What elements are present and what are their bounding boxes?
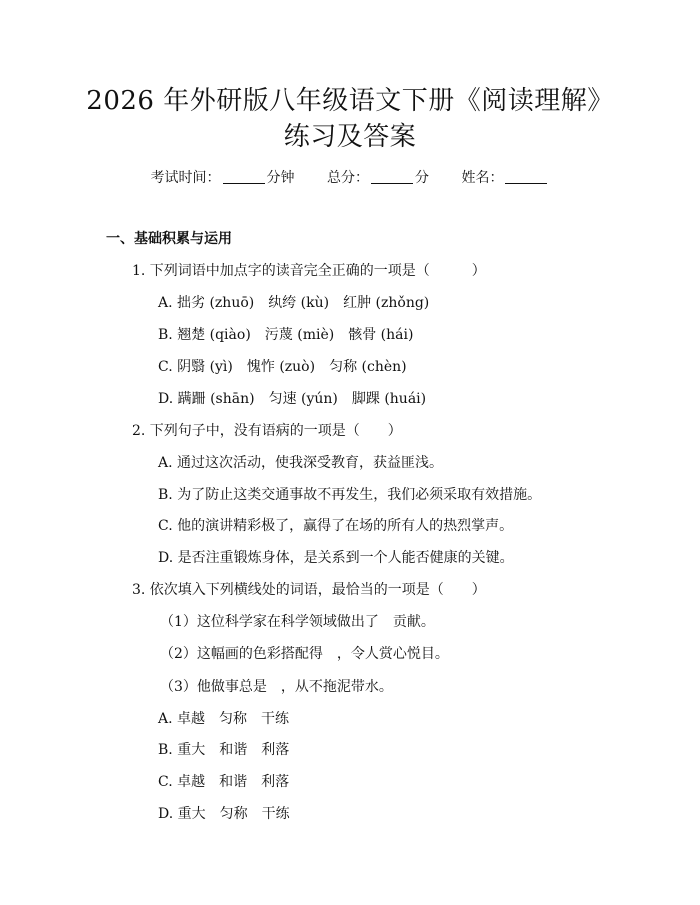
- question-sub-item: （2）这幅画的色彩搭配得 ，令人赏心悦目。: [160, 646, 449, 662]
- question-stem: 1. 下列词语中加点字的读音完全正确的一项是（ ）: [132, 263, 486, 279]
- exam-name-blank: [505, 171, 547, 184]
- question-option: A. 拙劣 (zhuō) 纨绔 (kù) 红肿 (zhǒng): [158, 295, 430, 311]
- exam-time-unit: 分钟: [266, 170, 295, 186]
- exam-time-label: 考试时间：: [150, 170, 221, 186]
- section-title: 一、基础积累与运用: [106, 231, 232, 247]
- question-option: B. 翘楚 (qiào) 污蔑 (miè) 骸骨 (hái): [158, 327, 414, 343]
- question-option: C. 他的演讲精彩极了，赢得了在场的所有人的热烈掌声。: [158, 518, 514, 534]
- exam-info: [0, 168, 700, 188]
- page-title-line2: 练习及答案: [283, 122, 417, 152]
- question-option: D. 蹒跚 (shān) 匀速 (yún) 脚踝 (huái): [158, 391, 427, 407]
- question-stem: 3. 依次填入下列横线处的词语，最恰当的一项是（ ）: [132, 582, 486, 598]
- question-option: B. 重大 和谐 利落: [158, 742, 290, 758]
- exam-score-label: 总分：: [327, 170, 369, 186]
- exam-score: [327, 170, 433, 186]
- exam-time-blank: [223, 171, 265, 184]
- question-sub-item: （3）他做事总是 ，从不拖泥带水。: [160, 679, 393, 695]
- question-option: A. 卓越 匀称 干练: [158, 711, 290, 727]
- exam-name-label: 姓名：: [461, 170, 504, 186]
- question-option: D. 是否注重锻炼身体，是关系到一个人能否健康的关键。: [158, 550, 514, 566]
- question-sub-item: （1）这位科学家在科学领域做出了 贡献。: [160, 614, 435, 630]
- question-option: B. 为了防止这类交通事故不再发生，我们必须采取有效措施。: [158, 487, 542, 503]
- question-option: D. 重大 匀称 干练: [158, 806, 290, 822]
- exam-score-unit: 分: [415, 170, 429, 186]
- exam-name: [461, 170, 549, 186]
- exam-score-blank: [371, 171, 413, 184]
- question-option: A. 通过这次活动，使我深受教育，获益匪浅。: [158, 455, 444, 471]
- question-option: C. 阴翳 (yì) 愧怍 (zuò) 匀称 (chèn): [158, 359, 407, 375]
- question-stem: 2. 下列句子中，没有语病的一项是（ ）: [132, 423, 402, 439]
- exam-time: [151, 170, 299, 186]
- page-title-line1: 2026 年外研版八年级语文下册《阅读理解》: [86, 86, 614, 116]
- question-option: C. 卓越 和谐 利落: [158, 774, 290, 790]
